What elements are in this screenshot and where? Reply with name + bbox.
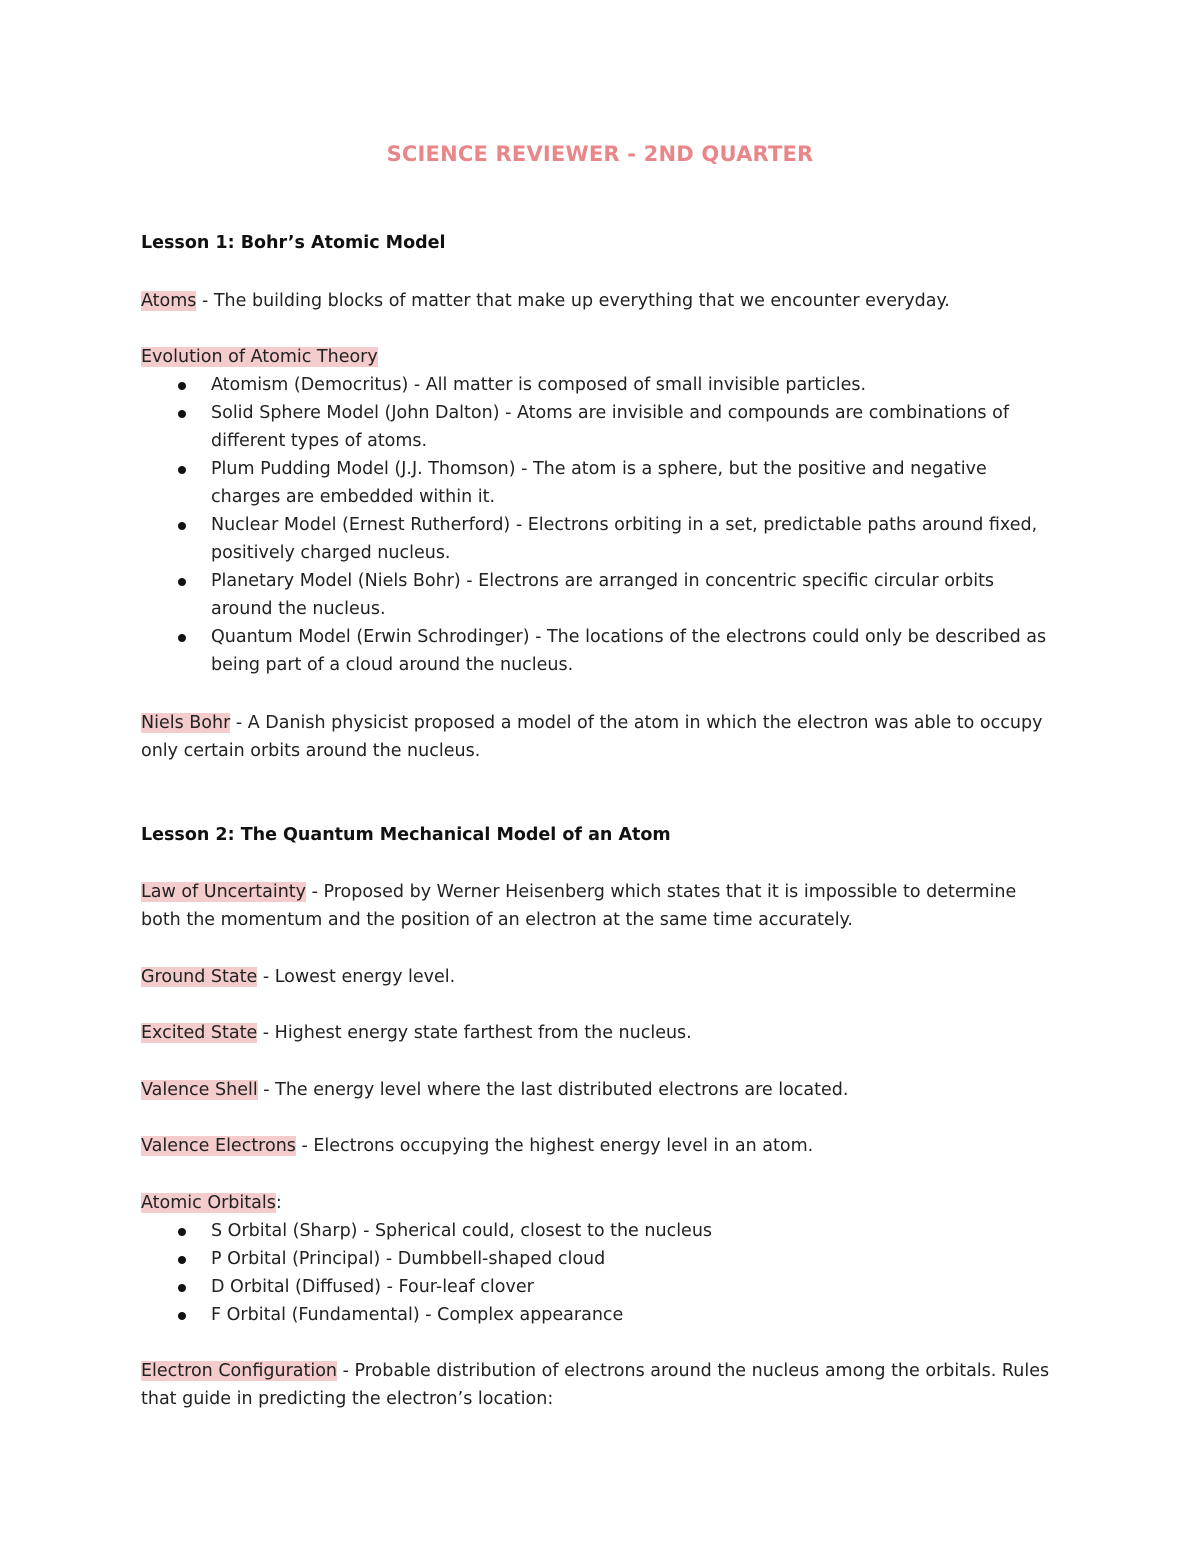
list-item [141, 1217, 1056, 1245]
ground-state-definition [141, 963, 1056, 991]
uncertainty-text: - Proposed by Werner Heisenberg which states that it is impossible to determine both the momentum and the position of an electron at the same time accurately. [141, 882, 1017, 930]
list-item [141, 567, 1056, 623]
excited-state-term: Excited State [141, 1023, 258, 1043]
bullet-icon [178, 578, 186, 586]
ground-state-term: Ground State [141, 967, 258, 987]
valence-electrons-text: - Electrons occupying the highest energy level in an atom. [295, 1136, 814, 1156]
atoms-text: - The building blocks of matter that make up everything that we encounter everyday. [196, 291, 950, 311]
evolution-item-text: Plum Pudding Model (J.J. Thomson) - The atom is a sphere, but the positive and negative charges are embedded within it. [211, 459, 987, 507]
excited-state-definition [141, 1019, 1056, 1047]
evolution-heading [141, 343, 1056, 371]
evolution-item-text: Solid Sphere Model (John Dalton) - Atoms are invisible and compounds are combinations of different types of atoms. [211, 403, 1009, 451]
orbitals-term: Atomic Orbitals [141, 1193, 276, 1213]
bullet-icon [178, 1256, 186, 1264]
orbital-item-text: D Orbital (Diffused) - Four-leaf clover [211, 1277, 534, 1297]
bullet-icon [178, 1312, 186, 1320]
orbital-item-text: F Orbital (Fundamental) - Complex appearance [211, 1305, 624, 1325]
atoms-term: Atoms [141, 291, 197, 311]
bullet-icon [178, 634, 186, 642]
uncertainty-term: Law of Uncertainty [141, 882, 307, 902]
bohr-text: - A Danish physicist proposed a model of the atom in which the electron was able to occupy only certain orbits around the nucleus. [141, 713, 1043, 761]
lesson-1-heading: Lesson 1: Bohr’s Atomic Model [141, 233, 446, 253]
valence-shell-text: - The energy level where the last distributed electrons are located. [257, 1080, 849, 1100]
list-item [141, 1273, 1056, 1301]
bullet-icon [178, 522, 186, 530]
bullet-icon [178, 382, 186, 390]
list-item [141, 1245, 1056, 1273]
valence-shell-term: Valence Shell [141, 1080, 258, 1100]
list-item [141, 399, 1056, 455]
orbital-item-text: S Orbital (Sharp) - Spherical could, closest to the nucleus [211, 1221, 713, 1241]
list-item [141, 1301, 1056, 1329]
valence-shell-definition [141, 1076, 1056, 1104]
orbitals-list [141, 1217, 1056, 1329]
valence-electrons-term: Valence Electrons [141, 1136, 296, 1156]
bullet-icon [178, 1284, 186, 1292]
orbitals-heading [141, 1189, 1056, 1217]
lesson-2-heading: Lesson 2: The Quantum Mechanical Model of an Atom [141, 825, 671, 845]
list-item [141, 455, 1056, 511]
bohr-definition [141, 709, 1056, 765]
orbital-item-text: P Orbital (Principal) - Dumbbell-shaped cloud [211, 1249, 606, 1269]
electron-configuration-text: - Probable distribution of electrons around the nucleus among the orbitals. Rules that guide in predicting the electron’s location: [141, 1361, 1050, 1409]
bohr-term: Niels Bohr [141, 713, 231, 733]
valence-electrons-definition [141, 1132, 1056, 1160]
document-title: SCIENCE REVIEWER - 2ND QUARTER [386, 142, 814, 166]
list-item [141, 623, 1056, 679]
list-item [141, 511, 1056, 567]
evolution-item-text: Quantum Model (Erwin Schrodinger) - The locations of the electrons could only be described as being part of a cloud around the nucleus. [211, 627, 1047, 675]
orbitals-colon: : [275, 1193, 282, 1213]
bullet-icon [178, 466, 186, 474]
bullet-icon [178, 1228, 186, 1236]
uncertainty-definition [141, 878, 1056, 934]
list-item [141, 371, 1056, 399]
electron-configuration-term: Electron Configuration [141, 1361, 338, 1381]
bullet-icon [178, 410, 186, 418]
electron-configuration-definition [141, 1357, 1071, 1413]
atoms-definition [141, 287, 1056, 315]
excited-state-text: - Highest energy state farthest from the nucleus. [257, 1023, 692, 1043]
ground-state-text: - Lowest energy level. [257, 967, 456, 987]
evolution-term: Evolution of Atomic Theory [141, 347, 378, 367]
evolution-item-text: Planetary Model (Niels Bohr) - Electrons are arranged in concentric specific circular orbits around the nucleus. [211, 571, 995, 619]
evolution-list [141, 371, 1056, 679]
evolution-item-text: Nuclear Model (Ernest Rutherford) - Electrons orbiting in a set, predictable paths around fixed, positively charged nucleus. [211, 515, 1038, 563]
evolution-item-text: Atomism (Democritus) - All matter is composed of small invisible particles. [211, 375, 867, 395]
